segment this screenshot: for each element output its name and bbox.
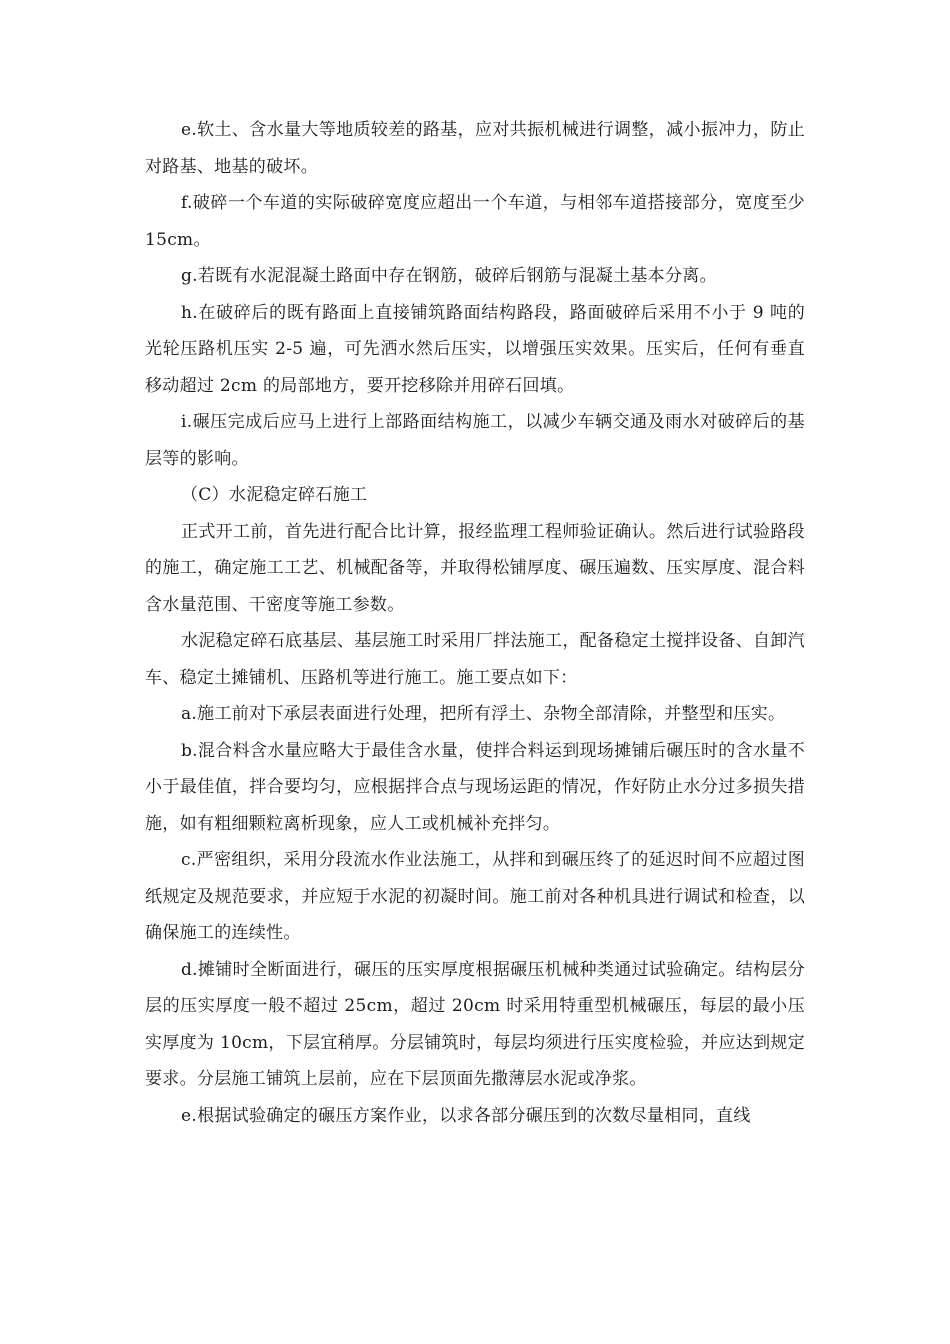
paragraph-h-compaction: h.在破碎后的既有路面上直接铺筑路面结构路段，路面破碎后采用不小于 9 吨的光轮压路机压实 2-5 遍，可先洒水然后压实，以增强压实效果。压实后，任何有垂直移动超过 2cm 的局部地方，要开挖移除并用碎石回填。 bbox=[145, 302, 805, 396]
section-heading-c: （C）水泥稳定碎石施工 bbox=[181, 485, 368, 505]
paragraph-e-soft-soil: e.软土、含水量大等地质较差的路基，应对共振机械进行调整，减小振冲力，防止对路基、地基的破坏。 bbox=[145, 120, 805, 177]
paragraph-i-after-rolling: i.碾压完成后应马上进行上部路面结构施工，以减少车辆交通及雨水对破碎后的基层等的影响。 bbox=[145, 412, 805, 469]
paragraph-b-moisture: b.混合料含水量应略大于最佳含水量，使拌合料运到现场摊铺后碾压时的含水量不小于最佳值，拌合要均匀，应根据拌合点与现场运距的情况，作好防止水分过多损失措施，如有粗细颗粒离析现象，应人工或机械补充拌匀。 bbox=[145, 740, 805, 834]
paragraph-a-surface: a.施工前对下承层表面进行处理，把所有浮土、杂物全部清除，并整型和压实。 bbox=[181, 704, 786, 724]
paragraph-plant-mix: 水泥稳定碎石底基层、基层施工时采用厂拌法施工，配备稳定土搅拌设备、自卸汽车、稳定土摊铺机、压路机等进行施工。施工要点如下： bbox=[145, 631, 805, 688]
document-body bbox=[145, 112, 805, 1134]
paragraph-f-lane-width: f.破碎一个车道的实际破碎宽度应超出一个车道，与相邻车道搭接部分，宽度至少 15cm。 bbox=[145, 193, 805, 250]
paragraph-e-rolling: e.根据试验确定的碾压方案作业，以求各部分碾压到的次数尽量相同，直线 bbox=[181, 1105, 751, 1126]
paragraph-c-organization: c.严密组织，采用分段流水作业法施工，从拌和到碾压终了的延迟时间不应超过图纸规定及规范要求，并应短于水泥的初凝时间。施工前对各种机具进行调试和检查，以确保施工的连续性。 bbox=[145, 850, 805, 943]
paragraph-preparation: 正式开工前，首先进行配合比计算，报经监理工程师验证确认。然后进行试验路段的施工，确定施工工艺、机械配备等，并取得松铺厚度、碾压遍数、压实厚度、混合料含水量范围、干密度等施工参数。 bbox=[145, 521, 805, 615]
paragraph-d-paving: d.摊铺时全断面进行，碾压的压实厚度根据碾压机械种类通过试验确定。结构层分层的压实厚度一般不超过 25cm，超过 20cm 时采用特重型机械碾压，每层的最小压实厚度为 10cm，下层宜稍厚。分层铺筑时，每层均须进行压实度检验，并应达到规定要求。分层施工铺筑上层前，应在下层顶面先撒薄层水泥或净浆。 bbox=[145, 959, 805, 1089]
paragraph-g-rebar: g.若既有水泥混凝土路面中存在钢筋，破碎后钢筋与混凝土基本分离。 bbox=[181, 266, 717, 286]
